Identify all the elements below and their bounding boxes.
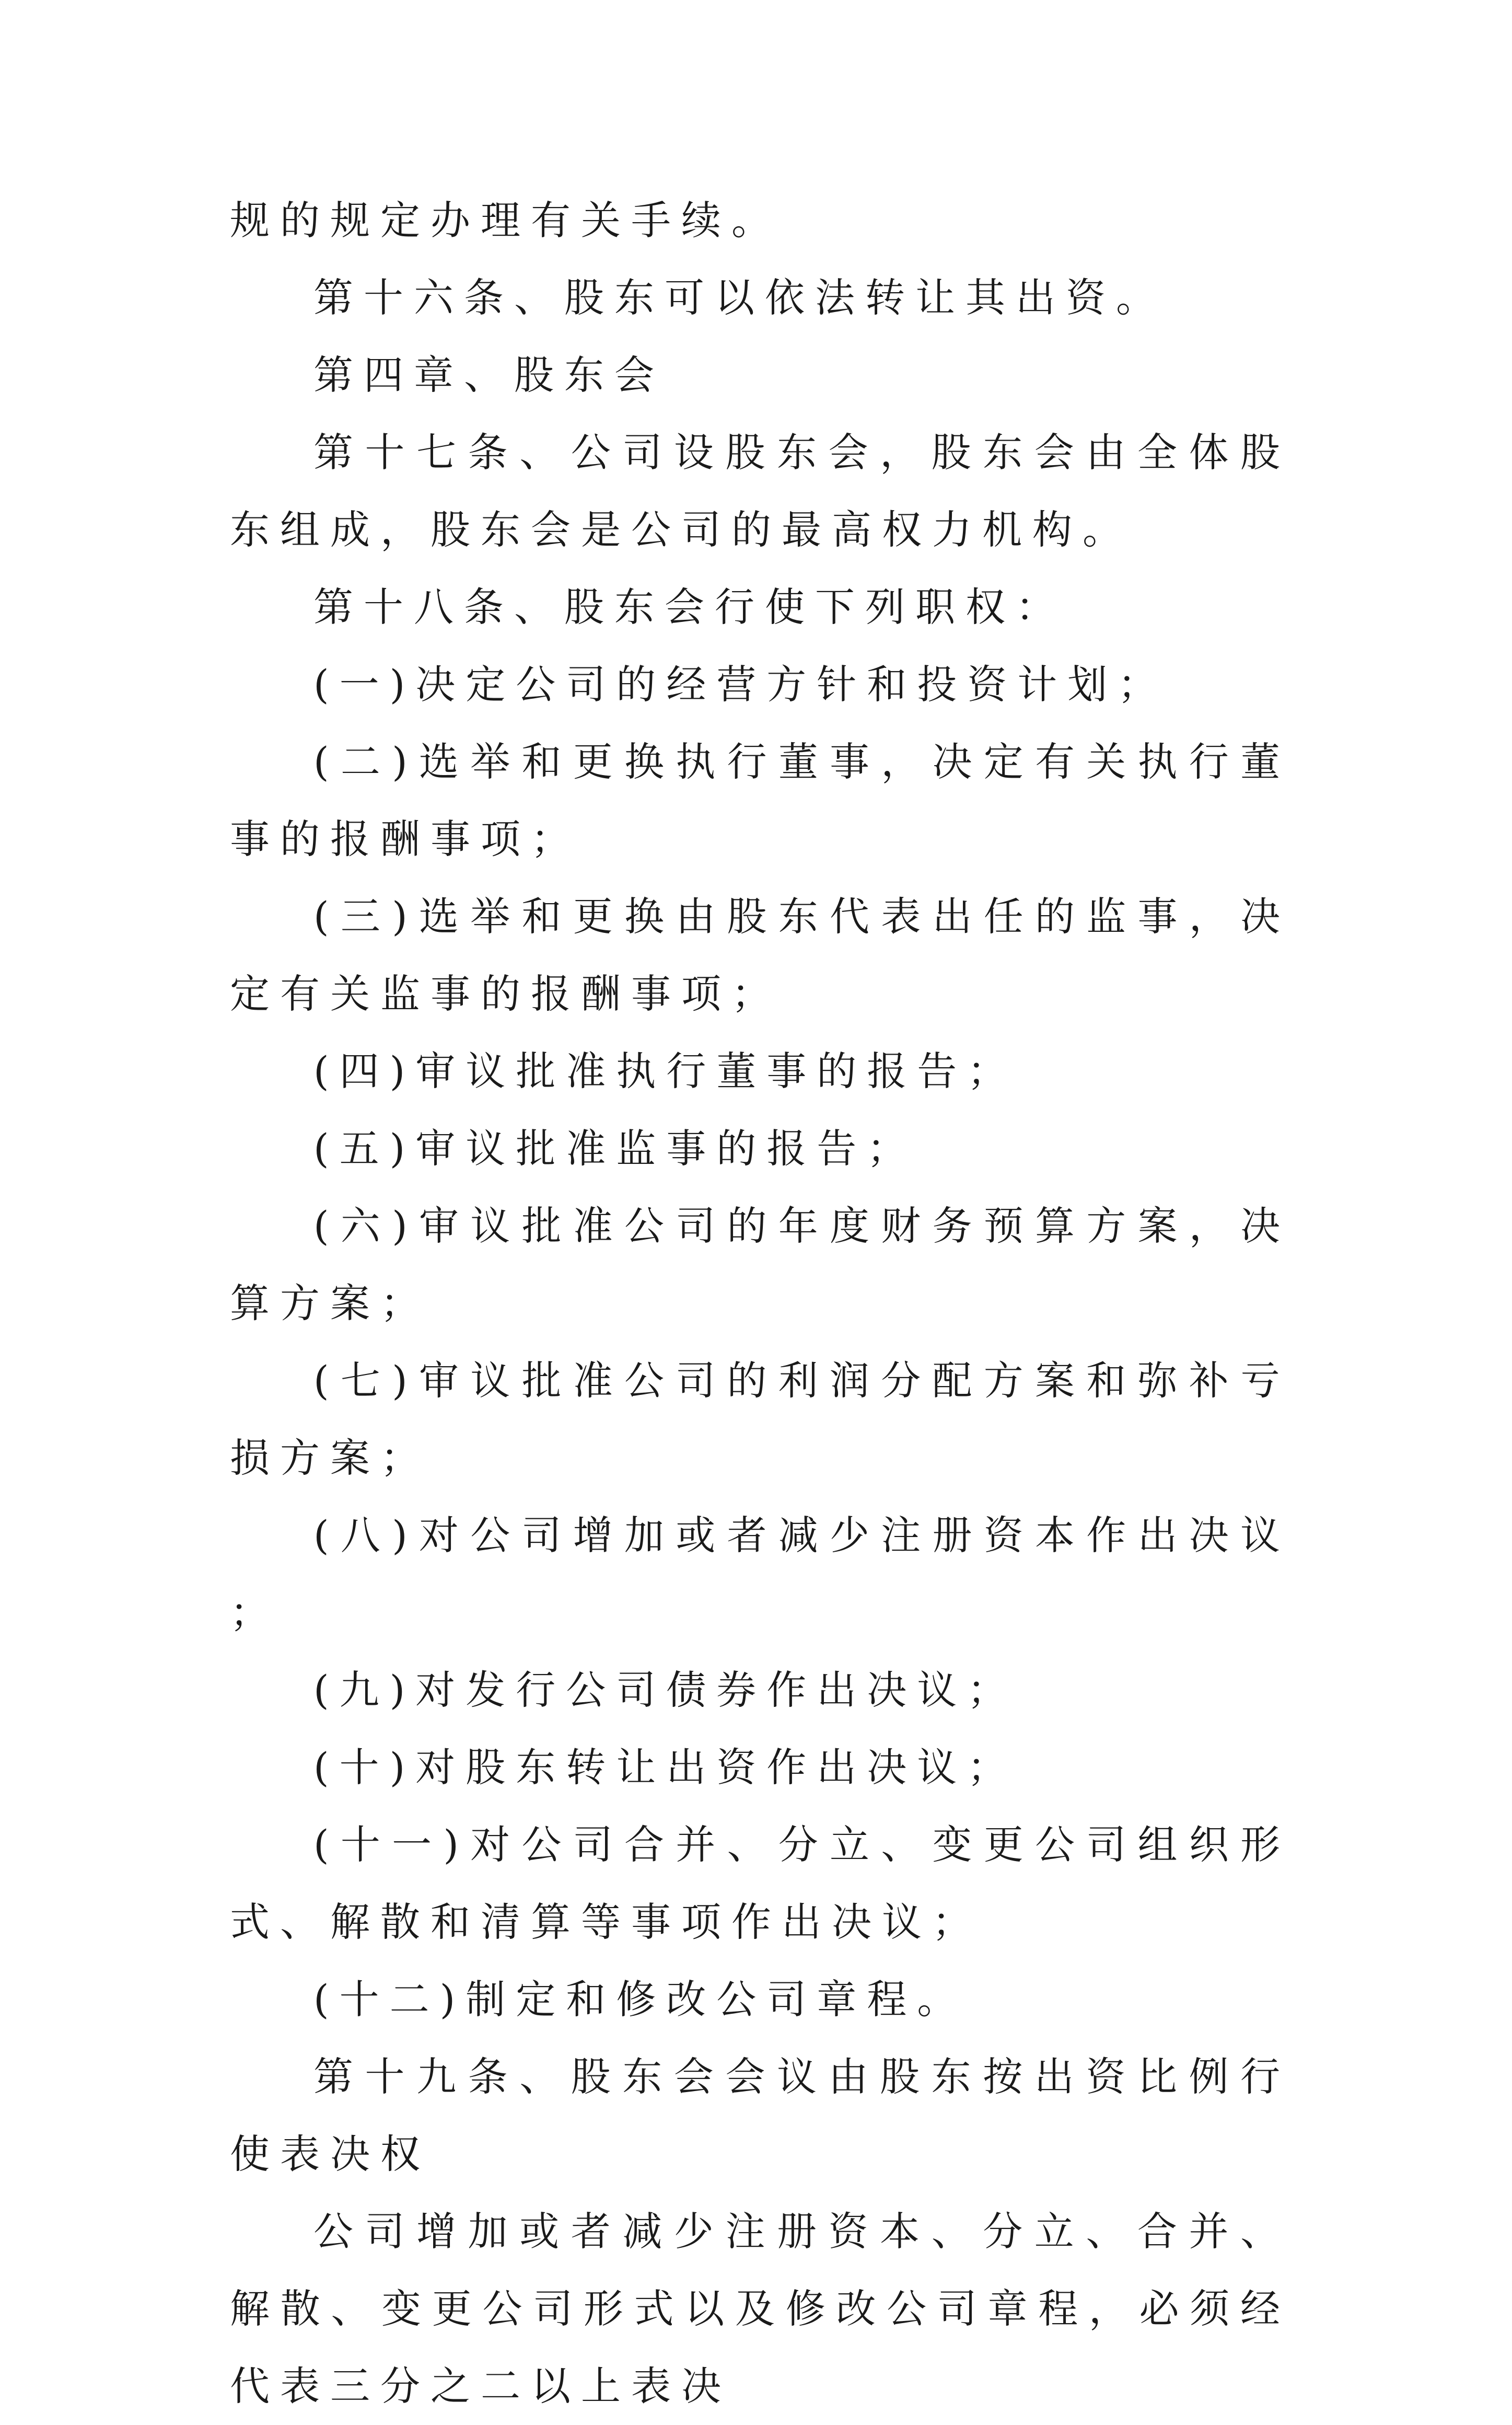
list-item: (九)对发行公司债券作出决议；	[313, 1667, 1018, 1713]
chapter-heading: 第四章、股东会	[313, 352, 665, 398]
list-item: (六)审议批准公司的年度财务预算方案，决算方案；	[230, 1203, 1290, 1326]
list-item: (四)审议批准执行董事的报告；	[313, 1048, 1018, 1094]
list-item: (二)选举和更换执行董事，决定有关执行董事的报酬事项；	[230, 738, 1290, 862]
list-item: (三)选举和更换由股东代表出任的监事，决定有关监事的报酬事项；	[230, 893, 1290, 1017]
article-18: 第十八条、股东会行使下列职权：	[313, 584, 1066, 630]
list-item: (十)对股东转让出资作出决议；	[313, 1744, 1018, 1791]
list-item: (五)审议批准监事的报告；	[313, 1125, 917, 1172]
list-item: (十一)对公司合并、分立、变更公司组织形式、解散和清算等事项作出决议；	[230, 1821, 1290, 1945]
article-17: 第十七条、公司设股东会，股东会由全体股东组成，股东会是公司的最高权力机构。	[230, 429, 1290, 553]
article-16: 第十六条、股东可以依法转让其出资。	[313, 274, 1166, 321]
document-body	[230, 182, 1290, 2425]
paragraph: 规的规定办理有关手续。	[230, 197, 782, 244]
article-19: 第十九条、股东会会议由股东按出资比例行使表决权	[230, 2053, 1290, 2177]
list-item: (十二)制定和修改公司章程。	[313, 1976, 968, 2023]
list-item: (一)决定公司的经营方针和投资计划；	[313, 661, 1168, 708]
list-item: (八)对公司增加或者减少注册资本作出决议；	[230, 1512, 1290, 1636]
list-item: (七)审议批准公司的利润分配方案和弥补亏损方案；	[230, 1357, 1290, 1481]
paragraph: 公司增加或者减少注册资本、分立、合并、解散、变更公司形式以及修改公司章程，必须经代表三分之二以上表决	[230, 2208, 1290, 2409]
